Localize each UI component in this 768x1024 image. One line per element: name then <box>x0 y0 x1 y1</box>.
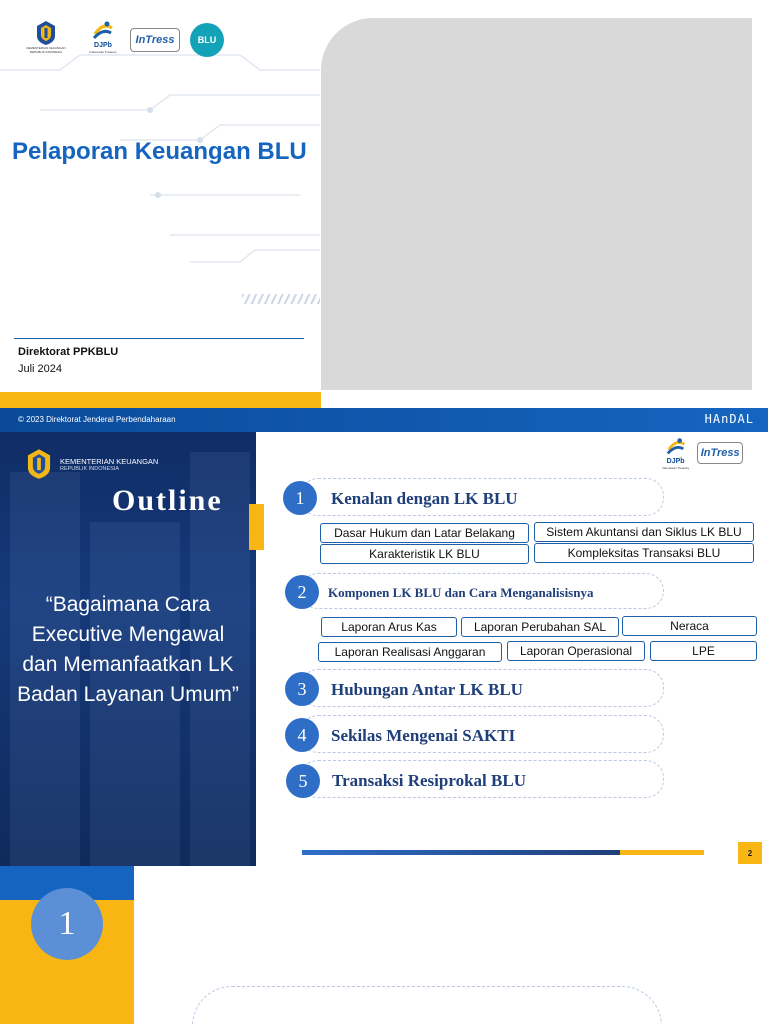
outline-subitem[interactable]: Karakteristik LK BLU <box>320 544 529 564</box>
outline-item-5-number: 5 <box>286 764 320 798</box>
slide2-logo-strip <box>662 436 743 470</box>
logo-strip <box>16 20 224 60</box>
intress-logo <box>130 28 180 52</box>
intress-logo-text: InTress <box>700 447 740 459</box>
section-title-frame <box>192 986 662 1024</box>
page-title: Pelaporan Keuangan BLU <box>12 138 307 165</box>
djpb-logo-subtext: Indonesian Treasury <box>662 466 690 470</box>
djpb-logo-text: DJPb <box>666 458 685 465</box>
outline-item-4-title[interactable]: Sekilas Mengenai SAKTI <box>331 726 516 745</box>
yellow-accent-bar <box>0 392 321 408</box>
outline-subitem[interactable]: Neraca <box>622 616 757 636</box>
footer-blue-bar <box>302 850 620 855</box>
djpb-emblem-icon <box>665 436 687 458</box>
djpb-logo <box>662 436 689 470</box>
blu-logo-text: BLU <box>197 35 217 45</box>
intress-logo <box>697 442 743 464</box>
outline-title: Outline <box>112 484 223 517</box>
kemenkeu-label: KEMENTERIAN KEUANGAN <box>60 456 159 466</box>
kemenkeu-logo <box>16 20 76 60</box>
date-label: Juli 2024 <box>18 363 63 375</box>
footer-yellow-bar <box>620 850 704 855</box>
djpb-logo-subtext: Indonesian Treasury <box>89 50 117 54</box>
outline-subitem[interactable]: Laporan Operasional <box>507 641 645 661</box>
section-slide <box>0 866 768 1024</box>
outline-slide <box>0 432 768 866</box>
djpb-emblem-icon <box>91 20 115 42</box>
cover-image-placeholder <box>321 18 752 390</box>
kemenkeu-emblem-icon <box>35 20 57 46</box>
kemenkeu-emblem-icon <box>24 448 54 480</box>
outline-subitem[interactable]: Laporan Perubahan SAL <box>461 617 619 637</box>
copyright-text: © 2023 Direktorat Jenderal Perbendaharaan <box>18 415 176 424</box>
title-slide <box>0 0 768 432</box>
white-accent-bar <box>321 392 768 408</box>
handal-brand: HAnDAL <box>704 412 754 426</box>
outline-subitem[interactable]: Laporan Realisasi Anggaran <box>318 642 502 662</box>
intress-logo-text: InTress <box>135 34 175 46</box>
kemenkeu-header <box>24 448 158 480</box>
blu-logo <box>190 23 224 57</box>
title-divider <box>14 338 304 339</box>
outline-subitem[interactable]: Laporan Arus Kas <box>321 617 457 637</box>
outline-item-3-title[interactable]: Hubungan Antar LK BLU <box>331 680 523 699</box>
outline-item-2-number: 2 <box>285 575 319 609</box>
outline-subitem[interactable]: LPE <box>650 641 757 661</box>
outline-subitem[interactable]: Kompleksitas Transaksi BLU <box>534 543 754 563</box>
outline-item-3-number: 3 <box>285 672 319 706</box>
djpb-logo <box>86 20 120 60</box>
section-number-circle: 1 <box>31 888 103 960</box>
outline-side-panel <box>0 432 256 866</box>
slide-footer <box>0 408 768 432</box>
kemenkeu-logo-text: KEMENTERIAN KEUANGAN <box>26 46 66 50</box>
outline-subitem[interactable]: Sistem Akuntansi dan Siklus LK BLU <box>534 522 754 542</box>
page-number-badge: 2 <box>738 842 762 864</box>
outline-item-1-number: 1 <box>283 481 317 515</box>
outline-item-4-number: 4 <box>285 718 319 752</box>
djpb-logo-text: DJPb <box>94 42 112 49</box>
outline-item-1-title[interactable]: Kenalan dengan LK BLU <box>331 489 518 508</box>
kemenkeu-logo-subtext: REPUBLIK INDONESIA <box>29 50 63 54</box>
kemenkeu-sublabel: REPUBLIK INDONESIA <box>60 465 119 472</box>
outline-item-2-title[interactable]: Komponen LK BLU dan Cara Menganalisisnya <box>328 585 594 600</box>
yellow-marker <box>249 504 264 550</box>
outline-quote: “Bagaimana Cara Executive Mengawal dan Memanfaatkan LK Badan Layanan Umum” <box>17 593 239 706</box>
directorate-label: Direktorat PPKBLU <box>18 346 119 358</box>
outline-item-5-title[interactable]: Transaksi Resiprokal BLU <box>332 771 526 790</box>
outline-subitem[interactable]: Dasar Hukum dan Latar Belakang <box>320 523 529 543</box>
hatch-decoration <box>242 294 320 304</box>
